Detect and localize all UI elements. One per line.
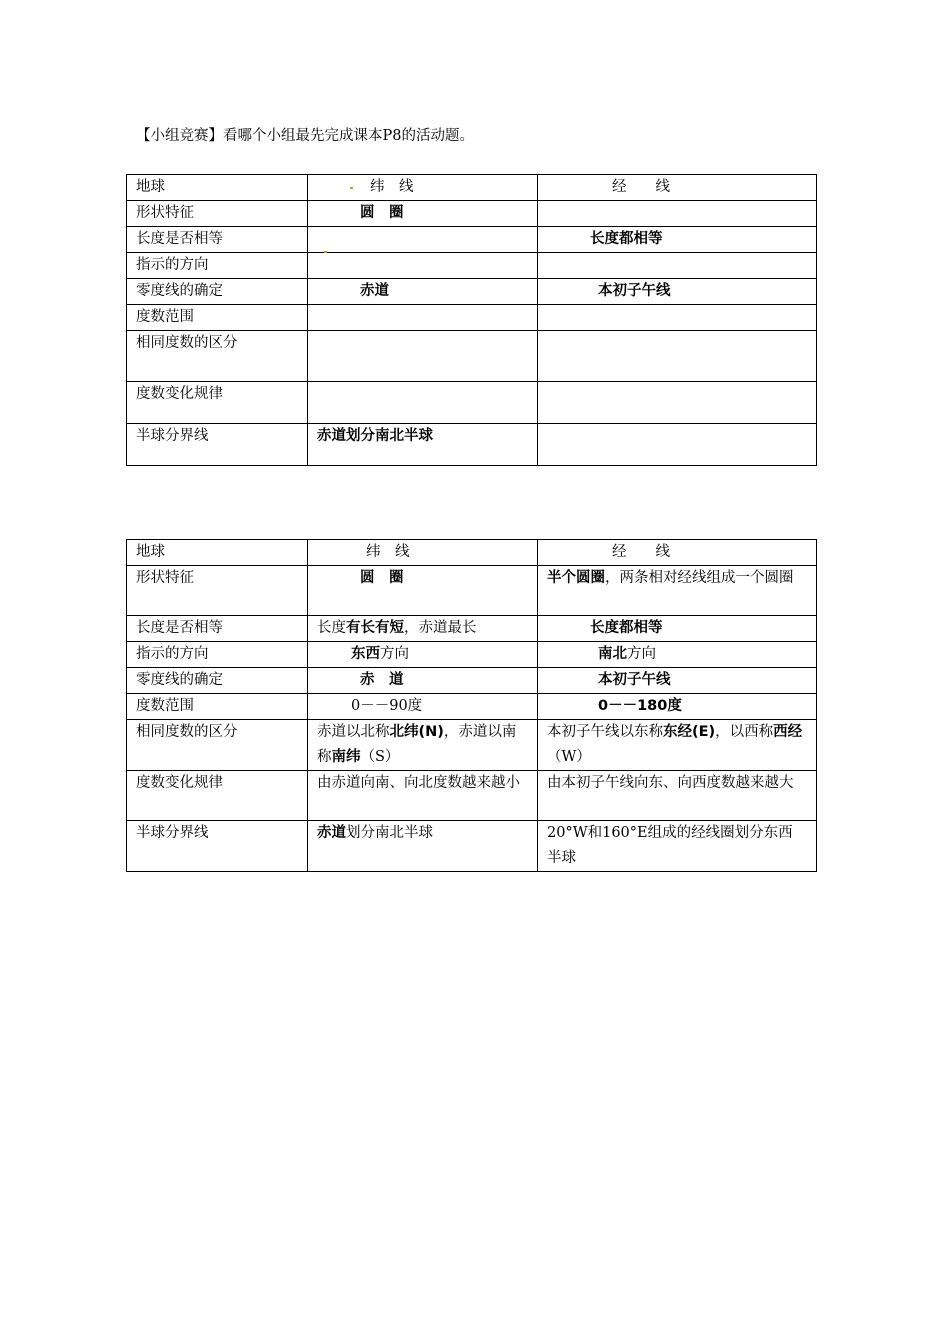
table-row	[127, 616, 817, 642]
lon-cell	[538, 305, 817, 331]
table-row	[127, 566, 817, 616]
table-row	[127, 424, 817, 466]
row-label: 零度线的确定	[127, 668, 308, 694]
header-longitude: 经 线	[538, 540, 817, 566]
table-row	[127, 253, 817, 279]
lon-cell	[538, 566, 817, 616]
lat-bold: 有长有短	[346, 620, 404, 636]
lon-text: ，两条相对经线组成一个圆圈	[605, 570, 794, 586]
lon-cell	[538, 668, 817, 694]
row-label: 相同度数的区分	[127, 720, 308, 771]
south-latitude: 南纬	[331, 749, 361, 765]
row-label: 度数范围	[127, 305, 308, 331]
table-row	[127, 540, 817, 566]
lat-cell	[308, 821, 538, 872]
lon-value: 本初子午线	[598, 672, 671, 688]
row-label: 度数变化规律	[127, 771, 308, 821]
row-label: 指示的方向	[127, 253, 308, 279]
lon-cell	[538, 821, 817, 872]
lat-cell	[308, 771, 538, 821]
lon-cell	[538, 771, 817, 821]
activity-instruction: 【小组竞赛】看哪个小组最先完成课本P8的活动题。	[136, 128, 474, 144]
lat-cell: 赤道以北称北纬(N)，赤道以南称南纬（S）	[308, 720, 538, 771]
lat-value: 0－－90度	[351, 698, 423, 714]
lat-text: 划分南北半球	[346, 825, 433, 841]
lon-text: 方向	[627, 646, 656, 662]
lat-cell	[308, 668, 538, 694]
lat-cell	[308, 305, 538, 331]
stray-mark	[350, 187, 353, 189]
lat-text: 长度	[317, 620, 346, 636]
lon-value: 本初子午线	[598, 283, 671, 299]
lat-cell	[308, 253, 538, 279]
table-row	[127, 668, 817, 694]
lat-value: 赤道	[360, 283, 389, 299]
lat-cell	[308, 382, 538, 424]
row-label: 度数变化规律	[127, 382, 308, 424]
lat-value: 圆 圈	[360, 205, 404, 221]
row-label: 相同度数的区分	[127, 331, 308, 382]
worksheet-table-answers	[126, 539, 817, 872]
lon-value: 20°W和160°E组成的经线圈划分东西半球	[547, 825, 793, 866]
lat-text: 方向	[380, 646, 409, 662]
row-label: 半球分界线	[127, 424, 308, 466]
table-row	[127, 771, 817, 821]
table-row	[127, 331, 817, 382]
header-latitude: 纬 线	[308, 540, 538, 566]
lon-value: 由本初子午线向东、向西度数越来越大	[547, 775, 794, 791]
header-earth: 地球	[127, 175, 308, 201]
row-label: 长度是否相等	[127, 227, 308, 253]
lat-cell	[308, 642, 538, 668]
row-label: 形状特征	[127, 201, 308, 227]
east-longitude: 东经(E)	[663, 724, 716, 740]
header-latitude: 纬 线	[308, 175, 538, 201]
lon-cell: 本初子午线以东称东经(E)，以西称西经（W）	[538, 720, 817, 771]
lon-value: 0－－180度	[598, 698, 682, 714]
lat-value: 由赤道向南、向北度数越来越小	[317, 775, 520, 791]
table-row	[127, 720, 817, 771]
lon-cell	[538, 253, 817, 279]
lat-cell	[308, 279, 538, 305]
table-row	[127, 305, 817, 331]
lon-cell	[538, 331, 817, 382]
row-label: 零度线的确定	[127, 279, 308, 305]
row-label: 度数范围	[127, 694, 308, 720]
lon-cell	[538, 201, 817, 227]
lon-cell	[538, 694, 817, 720]
table-row	[127, 201, 817, 227]
header-longitude: 经 线	[538, 175, 817, 201]
north-latitude: 北纬(N)	[389, 724, 444, 740]
lon-cell	[538, 616, 817, 642]
lon-cell	[538, 279, 817, 305]
table-row	[127, 227, 817, 253]
table-row	[127, 694, 817, 720]
table-row	[127, 642, 817, 668]
lat-cell	[308, 227, 538, 253]
lat-cell	[308, 331, 538, 382]
row-label: 半球分界线	[127, 821, 308, 872]
lon-cell	[538, 424, 817, 466]
lon-cell	[538, 642, 817, 668]
west-longitude: 西经	[773, 724, 803, 740]
lon-cell	[538, 382, 817, 424]
lat-value: 赤道划分南北半球	[317, 428, 433, 444]
lon-bold: 半个圆圈	[547, 570, 605, 586]
table-row	[127, 279, 817, 305]
lat-cell	[308, 424, 538, 466]
stray-mark	[324, 251, 327, 253]
lon-value: 长度都相等	[590, 231, 663, 247]
row-label: 形状特征	[127, 566, 308, 616]
header-earth: 地球	[127, 540, 308, 566]
lon-value: 长度都相等	[590, 620, 663, 636]
lon-bold: 南北	[598, 646, 627, 662]
lat-cell	[308, 566, 538, 616]
lat-bold: 东西	[351, 646, 380, 662]
table-row	[127, 382, 817, 424]
table-row	[127, 821, 817, 872]
lat-value: 赤 道	[360, 672, 404, 688]
lat-cell	[308, 201, 538, 227]
lon-cell	[538, 227, 817, 253]
row-label: 指示的方向	[127, 642, 308, 668]
lat-value: 圆 圈	[360, 570, 404, 586]
lat-cell	[308, 616, 538, 642]
lat-cell	[308, 694, 538, 720]
row-label: 长度是否相等	[127, 616, 308, 642]
table-row	[127, 175, 817, 201]
worksheet-table-blank	[126, 174, 817, 466]
lat-text: ，赤道最长	[404, 620, 477, 636]
lat-bold: 赤道	[317, 825, 346, 841]
